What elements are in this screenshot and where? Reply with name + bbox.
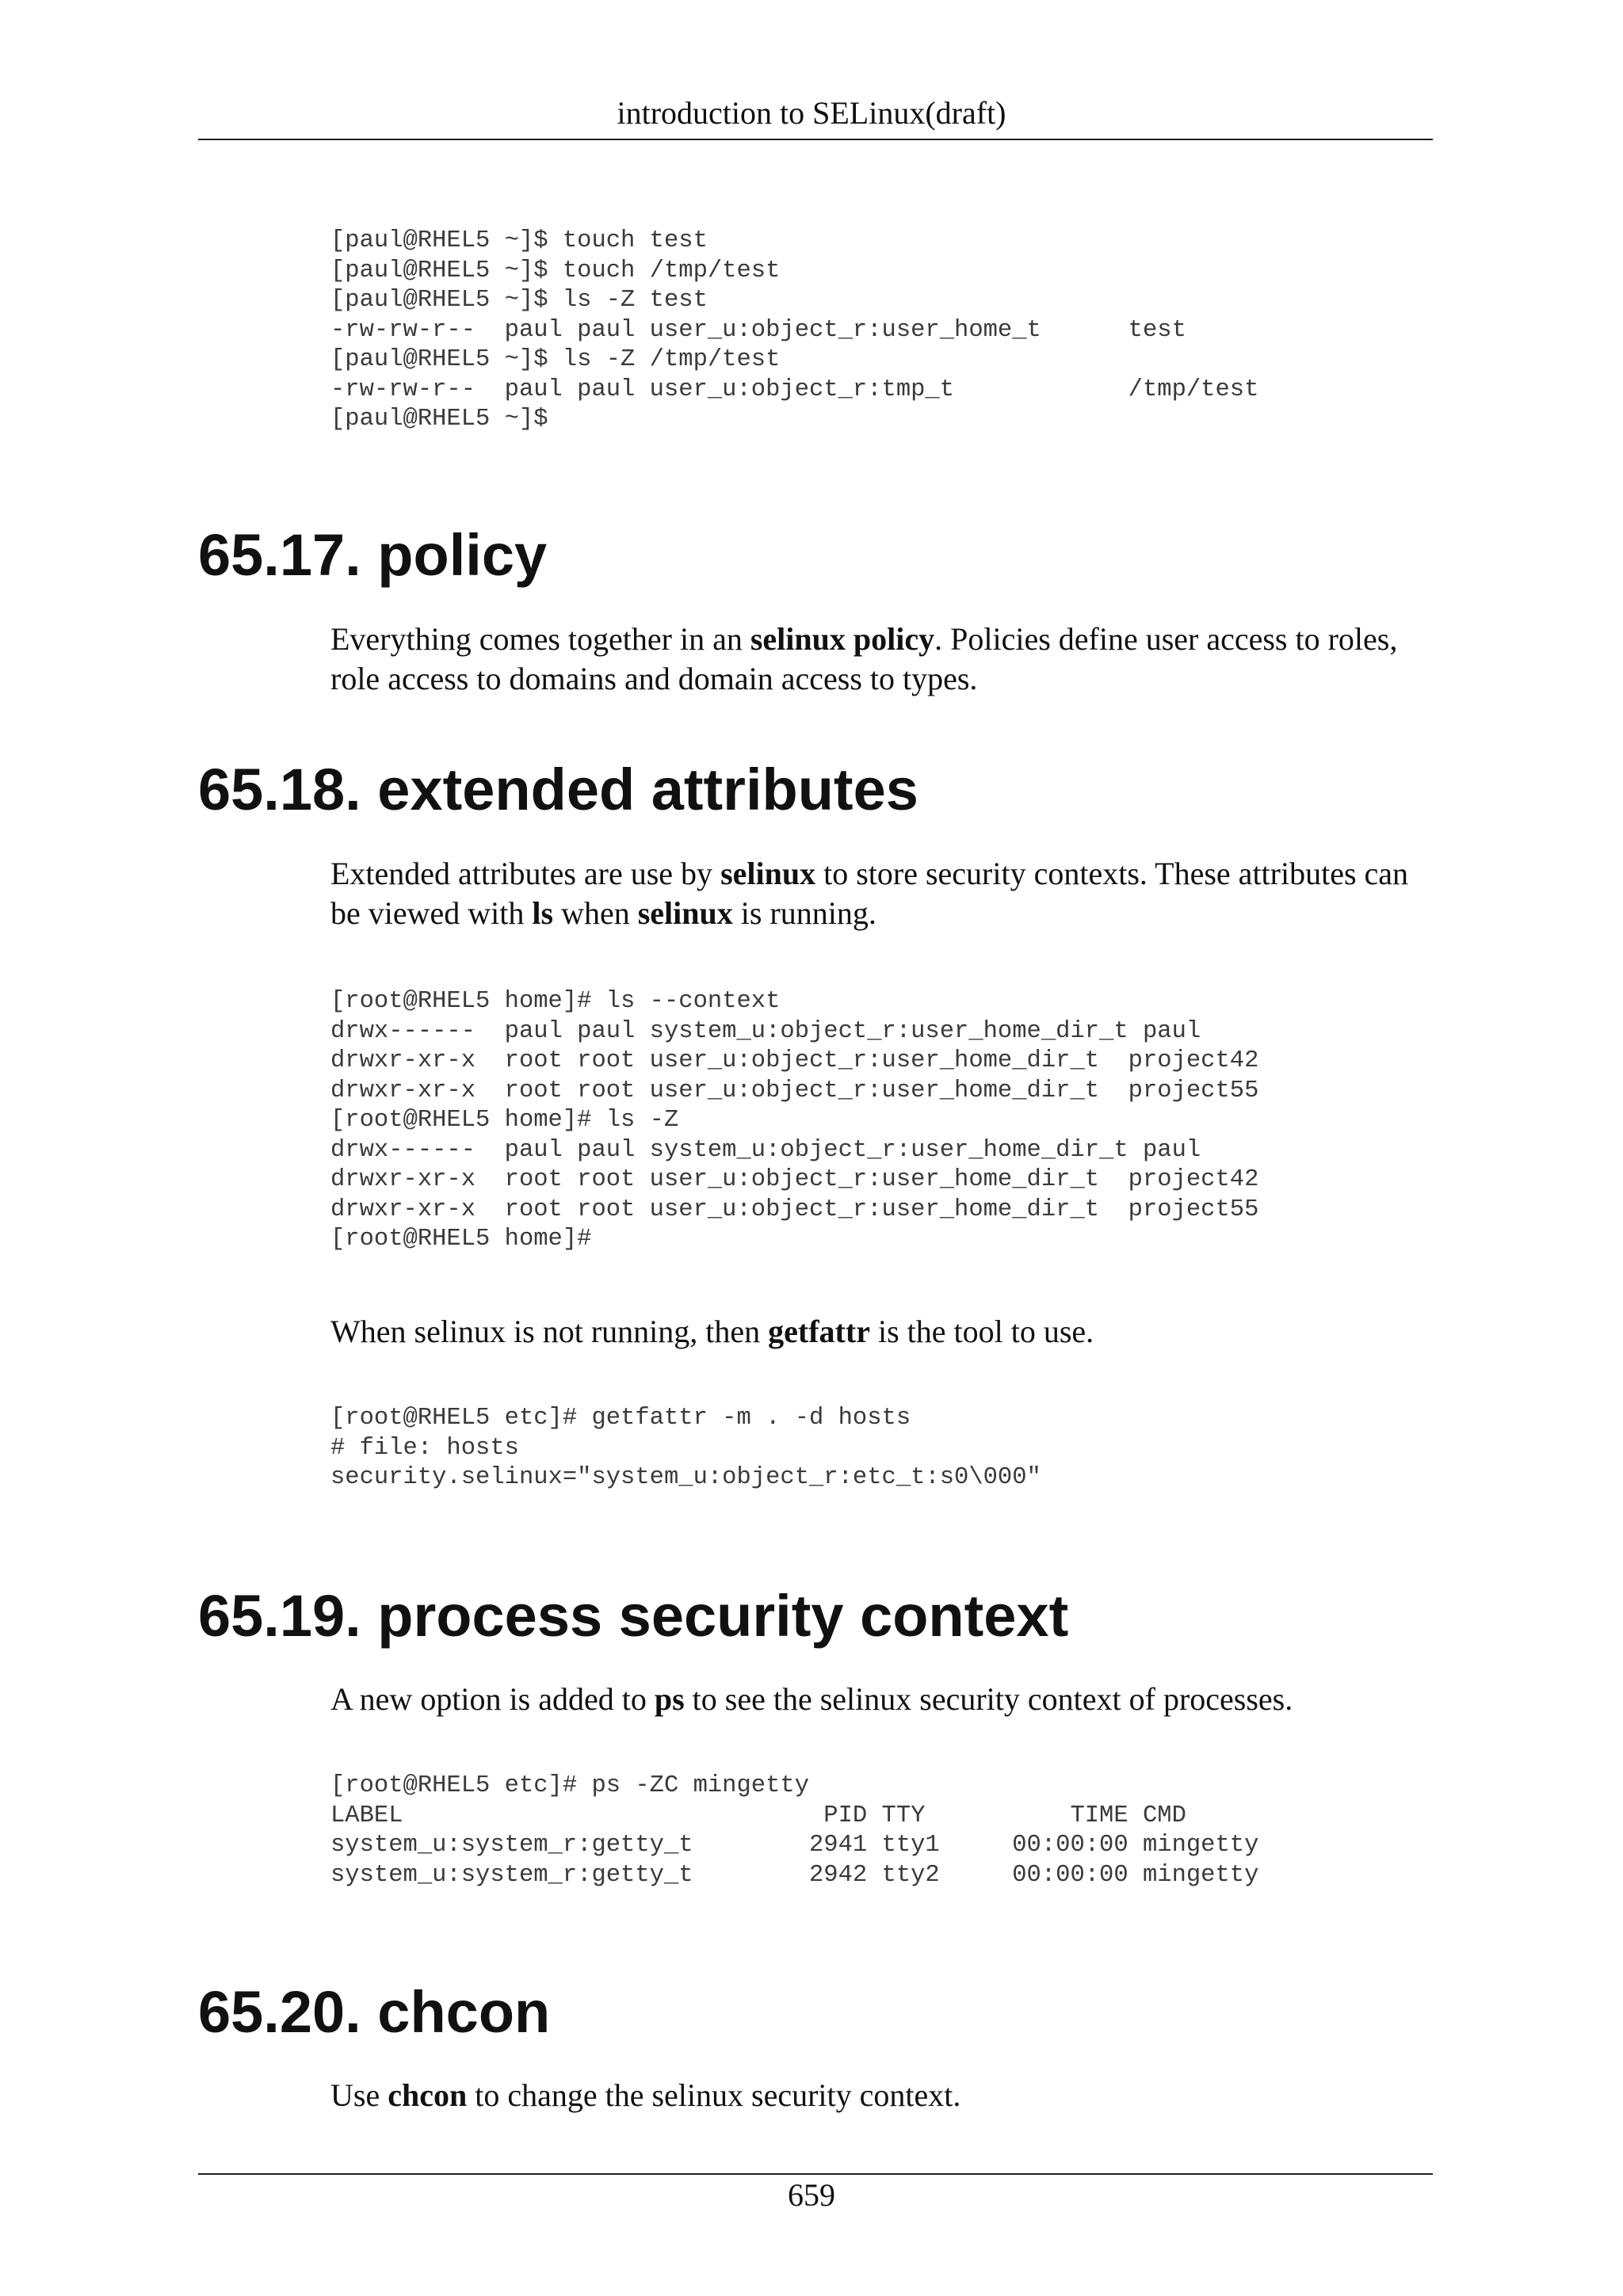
policy-paragraph — [330, 620, 1436, 699]
text-run: to change the selinux security context. — [467, 2077, 961, 2113]
text-run: to store security contexts. These attributes can be viewed with — [330, 856, 1409, 931]
chcon-paragraph — [330, 2076, 1436, 2115]
process-context-paragraph — [330, 1680, 1436, 1719]
extended-attributes-paragraph — [330, 854, 1436, 933]
term-selinux: selinux — [637, 895, 733, 931]
code-line: drwxr-xr-x root root user_u:object_r:user_home_dir_t project55 — [330, 1077, 1259, 1104]
code-line: -rw-rw-r-- paul paul user_u:object_r:user_home_t test — [330, 316, 1186, 344]
term-selinux: selinux — [720, 856, 816, 891]
text-run: to see the selinux security context of processes. — [684, 1681, 1293, 1717]
text-run: A new option is added to — [330, 1681, 655, 1717]
code-line: [paul@RHEL5 ~]$ touch test — [330, 227, 708, 254]
text-run: Extended attributes are use by — [330, 856, 721, 891]
page-number: 659 — [788, 2177, 835, 2213]
code-line: [paul@RHEL5 ~]$ ls -Z /tmp/test — [330, 346, 781, 373]
code-line: drwxr-xr-x root root user_u:object_r:user_home_dir_t project55 — [330, 1196, 1259, 1223]
code-line: [paul@RHEL5 ~]$ touch /tmp/test — [330, 257, 781, 284]
code-line: [root@RHEL5 home]# ls -Z — [330, 1107, 679, 1134]
term-ls: ls — [532, 895, 554, 931]
code-block-ps — [330, 1772, 1258, 1890]
code-line: [root@RHEL5 etc]# ps -ZC mingetty — [330, 1772, 809, 1799]
running-header: introduction to SELinux(draft) — [617, 95, 1006, 131]
code-line: drwxr-xr-x root root user_u:object_r:user_home_dir_t project42 — [330, 1047, 1259, 1074]
text-run: is running. — [732, 895, 876, 931]
section-heading-policy: 65.17. policy — [198, 522, 548, 588]
code-line: -rw-rw-r-- paul paul user_u:object_r:tmp_t /tmp/test — [330, 376, 1259, 403]
code-block-file-contexts — [330, 227, 1258, 435]
code-line: drwxr-xr-x root root user_u:object_r:user_home_dir_t project42 — [330, 1166, 1259, 1193]
text-run: Everything comes together in an — [330, 621, 750, 657]
header-rule — [198, 139, 1433, 140]
code-block-ls-context — [330, 987, 1258, 1255]
code-line: system_u:system_r:getty_t 2942 tty2 00:00:00 mingetty — [330, 1861, 1259, 1889]
code-line: [paul@RHEL5 ~]$ — [330, 406, 548, 433]
code-line: [root@RHEL5 home]# ls --context — [330, 988, 781, 1015]
code-block-getfattr — [330, 1404, 1041, 1493]
term-chcon: chcon — [388, 2077, 468, 2113]
code-line: drwx------ paul paul system_u:object_r:user_home_dir_t paul — [330, 1017, 1201, 1045]
text-run: Use — [330, 2077, 388, 2113]
section-heading-chcon: 65.20. chcon — [198, 1979, 551, 2045]
section-heading-extended-attributes: 65.18. extended attributes — [198, 757, 918, 822]
term-ps: ps — [654, 1681, 685, 1717]
term-selinux-policy: selinux policy — [750, 621, 935, 657]
code-line: [root@RHEL5 etc]# getfattr -m . -d hosts — [330, 1405, 911, 1432]
code-line: # file: hosts — [330, 1434, 519, 1462]
text-run: is the tool to use. — [869, 1314, 1094, 1349]
code-line: [paul@RHEL5 ~]$ ls -Z test — [330, 287, 708, 314]
text-run: When selinux is not running, then — [330, 1314, 769, 1349]
code-line: drwx------ paul paul system_u:object_r:user_home_dir_t paul — [330, 1136, 1201, 1164]
code-line: security.selinux="system_u:object_r:etc_t:s0\000" — [330, 1464, 1041, 1491]
section-heading-process-security-context: 65.19. process security context — [198, 1583, 1069, 1649]
footer-rule — [198, 2173, 1433, 2175]
text-run: . Policies define user access to roles, role access to domains and domain access to types. — [330, 621, 1398, 696]
term-getfattr: getfattr — [768, 1314, 870, 1349]
code-line: system_u:system_r:getty_t 2941 tty1 00:00:00 mingetty — [330, 1832, 1259, 1859]
getfattr-paragraph — [330, 1312, 1436, 1352]
code-line: [root@RHEL5 home]# — [330, 1226, 592, 1253]
code-line: LABEL PID TTY TIME CMD — [330, 1802, 1186, 1829]
text-run: when — [553, 895, 638, 931]
